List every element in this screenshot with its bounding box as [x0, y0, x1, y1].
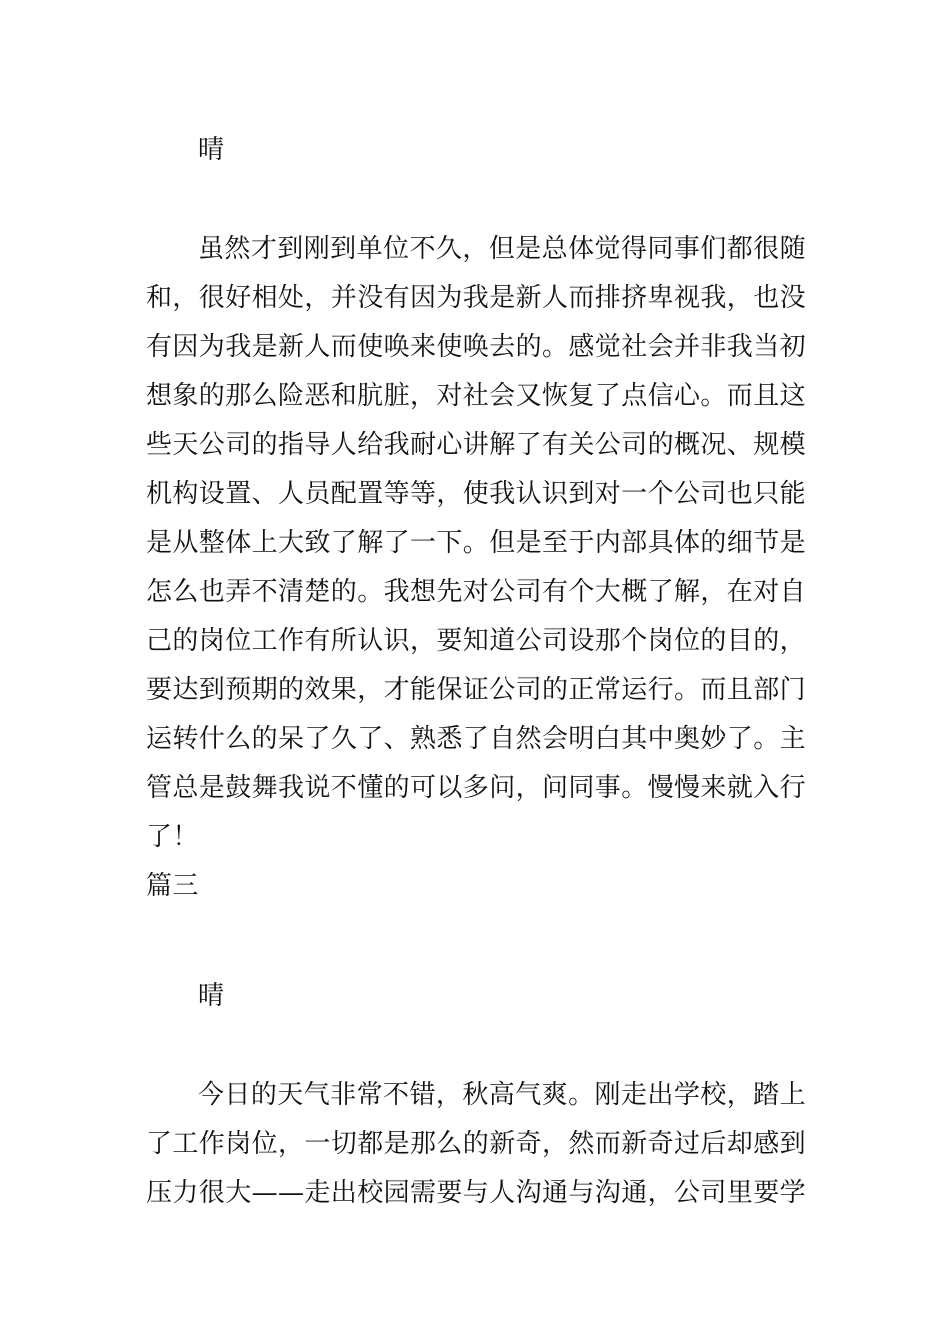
- paragraph-line: 了工作岗位，一切都是那么的新奇，然而新奇过后却感到: [146, 1129, 807, 1159]
- paragraph-line: 运转什么的呆了久了、熟悉了自然会明白其中奥妙了。主: [146, 724, 807, 754]
- paragraph-line: 了！: [146, 822, 199, 852]
- paragraph-line: 和，很好相处，并没有因为我是新人而排挤卑视我，也没: [146, 283, 807, 313]
- paragraph-line: 有因为我是新人而使唤来使唤去的。感觉社会并非我当初: [146, 332, 807, 362]
- paragraph-line: 要达到预期的效果，才能保证公司的正常运行。而且部门: [146, 675, 807, 705]
- paragraph-line: 虽然才到刚到单位不久，但是总体觉得同事们都很随: [198, 234, 806, 264]
- paragraph-line: 想象的那么险恶和肮脏，对社会又恢复了点信心。而且这: [146, 381, 807, 411]
- paragraph-line: 压力很大——走出校园需要与人沟通与沟通，公司里要学: [146, 1178, 807, 1208]
- paragraph-line: 是从整体上大致了解了一下。但是至于内部具体的细节是: [146, 528, 807, 558]
- section-heading: 篇三: [146, 871, 199, 901]
- weather-label: 晴: [198, 135, 225, 165]
- paragraph-line: 些天公司的指导人给我耐心讲解了有关公司的概况、规模: [146, 430, 807, 460]
- paragraph-line: 怎么也弄不清楚的。我想先对公司有个大概了解，在对自: [146, 577, 807, 607]
- paragraph-line: 机构设置、人员配置等等，使我认识到对一个公司也只能: [146, 479, 807, 509]
- paragraph-line: 管总是鼓舞我说不懂的可以多问，问同事。慢慢来就入行: [146, 773, 807, 803]
- paragraph-line: 己的岗位工作有所认识，要知道公司设那个岗位的目的，: [146, 626, 807, 656]
- paragraph-line: 今日的天气非常不错，秋高气爽。刚走出学校，踏上: [198, 1080, 806, 1110]
- weather-label: 晴: [198, 981, 225, 1011]
